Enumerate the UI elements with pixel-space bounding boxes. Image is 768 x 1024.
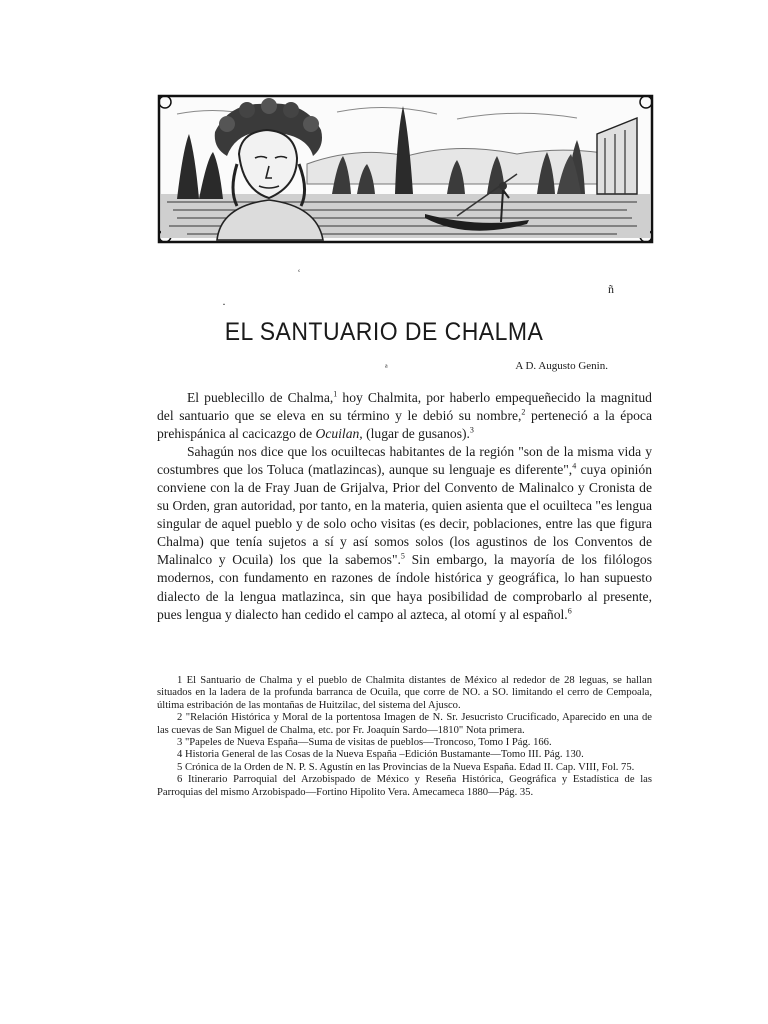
footnote: 4 Historia General de las Cosas de la Nueva España –Edición Bustamante—Tomo III. Pág. 130. (177, 749, 584, 761)
footnote-ref: 4 (572, 461, 577, 471)
text-run: perteneció a la época prehispánica al cacicazgo de (157, 408, 652, 442)
footnote-ref: 1 (333, 389, 338, 399)
ink-mark: ᵃ (385, 362, 388, 373)
footnote-ref: 3 (469, 425, 474, 435)
text-run: Sahagún nos dice que los ocuiltecas habitantes de la región "son de la misma vida y costumbres que los Toluca (matlazincas), aunque su lenguaje es diferente", (157, 444, 652, 478)
footnote-ref: 5 (400, 551, 405, 561)
paragraph (157, 443, 652, 623)
text-run: Sin embargo, la mayoría de los filólogos modernos, con fundamento en razones de índole histórica y geográfica, lo han supuesto dialecto de la lengua matlazinca, sin que haya posibilidad de comprobarlo al presente, pues lengua y dialecto han cedido el campo al azteca, al otomí y al español. (157, 552, 652, 622)
speck: ʿ (297, 267, 301, 281)
text-run: (lugar de gusanos). (362, 426, 470, 442)
footnotes (157, 675, 652, 799)
footnote-ref: 2 (521, 407, 526, 417)
speck: ñ (608, 282, 614, 296)
footnote: 5 Crónica de la Orden de N. P. S. Agustín en las Provincias de la Nueva España. Edad II. Cap. VIII, Fol. 75. (177, 761, 635, 773)
footnote: 3 "Papeles de Nueva España—Suma de visitas de pueblos—Troncoso, Tomo I Pág. 166. (177, 737, 552, 749)
text-run: El pueblecillo de Chalma, (187, 390, 334, 405)
paragraph (157, 389, 652, 443)
text-run: cuya opinión conviene con la de Fray Juan de Grijalva, Prior del Convento de Malinalco y Cronista de su Orden, gran autoridad, por tanto, en la materia, quien asienta que el ocuilteca "es lengua singular de aquel pueblo y de solo ocho visitas (es decir, poblaciones, entre las que figura Chalma) que tenía sujetos a sí y así somos solos (los agustinos de los Conventos de Malinalco y Ocuila) los que la sabemos". (157, 462, 652, 568)
header-illustration (157, 94, 654, 244)
footnote-ref: 6 (567, 606, 572, 616)
page-title: EL SANTUARIO DE CHALMA (224, 318, 544, 346)
text-run: hoy Chalmita, por haberlo empequeñecido la magnitud del santuario que se eleva en su término y le debió su nombre, (157, 390, 652, 424)
body-text (157, 389, 652, 624)
footnote: 2 "Relación Histórica y Moral de la portentosa Imagen de N. Sr. Jesucristo Crucificado, Aparecido en una de las cuevas de San Miguel de Chalma, etc. por Fr. Joaquín Sardo—1810" Nota primera. (157, 712, 652, 736)
footnote: 6 Itinerario Parroquial del Arzobispado de México y Reseña Histórica, Geográfica y Estadística de las Parroquias del mismo Arzobispado—Fortino Hipolito Vera. Amecameca 1880—Pág. 35. (157, 774, 652, 798)
dedication: A D. Augusto Genin. (515, 360, 608, 372)
emphasis: Ocuilan, (315, 426, 363, 442)
footnote: 1 El Santuario de Chalma y el pueblo de Chalmita distantes de México al rededor de 28 leguas, se hallan situados en la ladera de la profunda barranca de Ocuila, que corre de NO. a SO. limitando el cerro de Cempoala, última estribación de las montañas de Huitzilac, del sistema del Ajusco. (157, 675, 652, 711)
speck: · (222, 297, 226, 311)
